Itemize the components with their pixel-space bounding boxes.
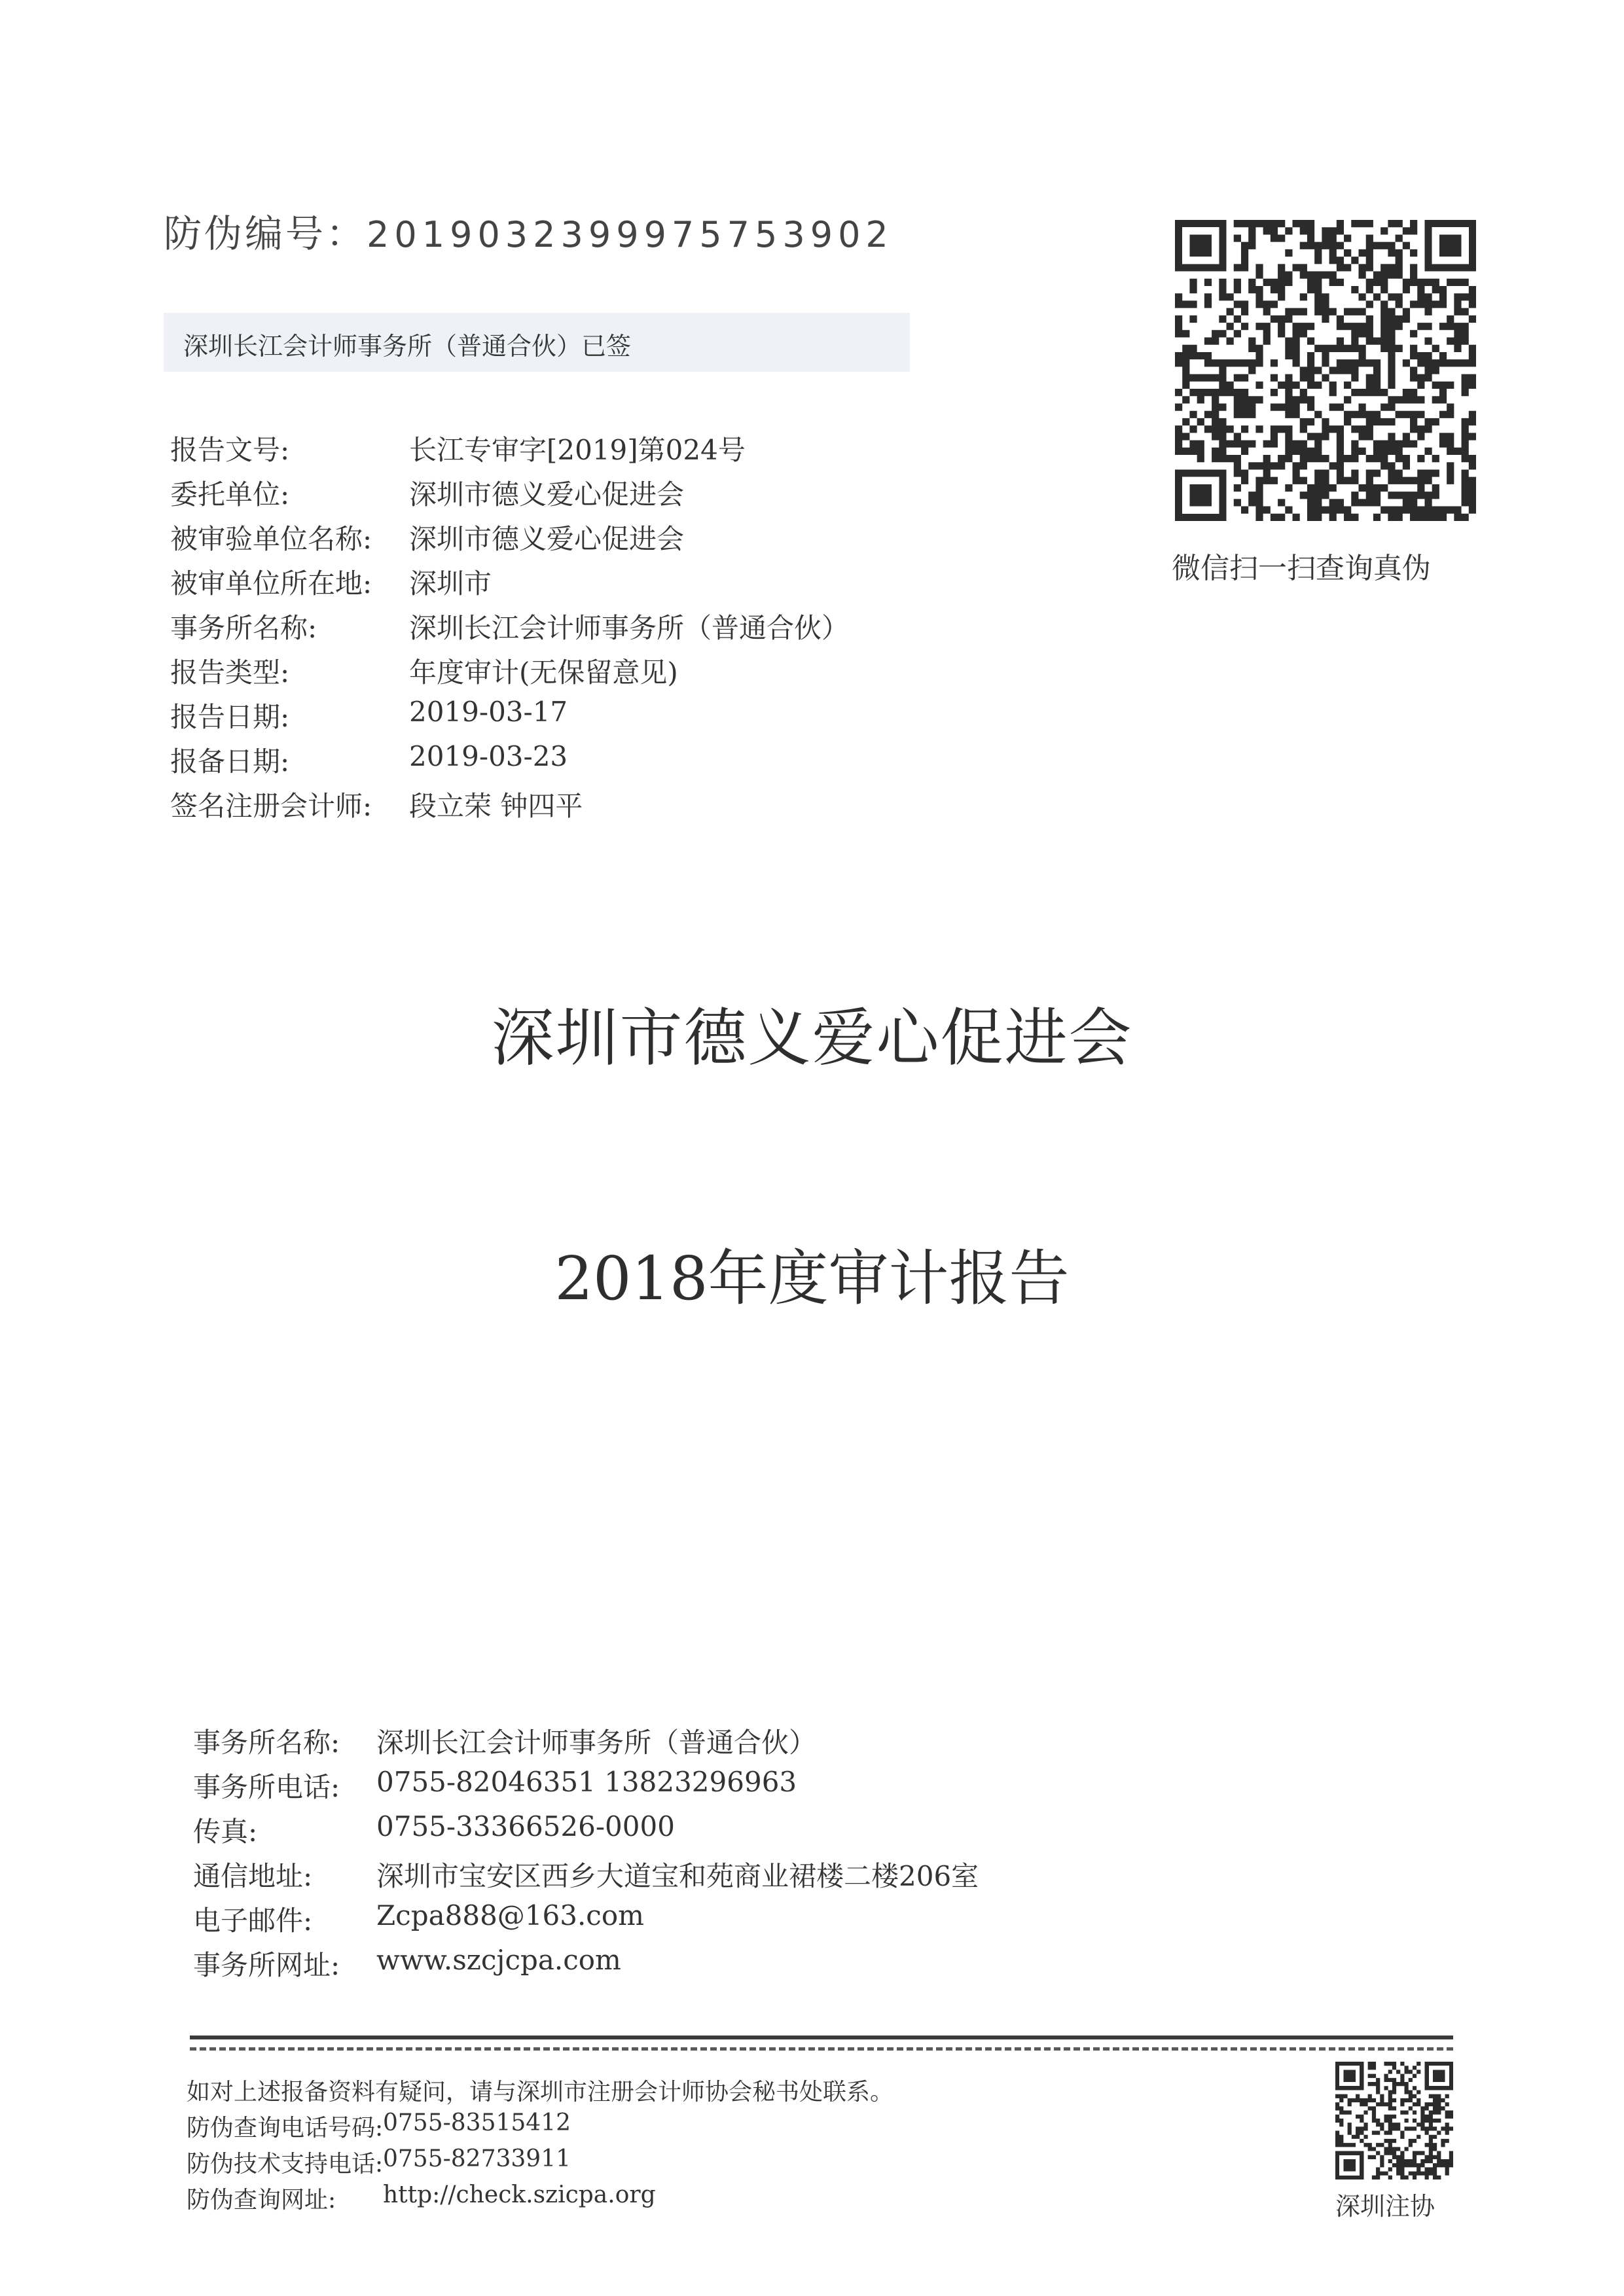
info-value: 年度审计(无保留意见) [409, 656, 678, 689]
info-value: 2019-03-17 [409, 696, 568, 728]
report-info-list [170, 429, 956, 829]
firm-row [193, 1766, 1240, 1810]
signed-text: 深圳长江会计师事务所（普通合伙）已签 [183, 332, 632, 361]
firm-row [193, 1944, 1240, 1988]
footer-value: 0755-83515412 [383, 2109, 571, 2136]
firm-label: 事务所电话: [193, 1771, 340, 1803]
footer-notice: 如对上述报备资料有疑问，请与深圳市注册会计师协会秘书处联系。 [187, 2079, 894, 2106]
footer-row [187, 2181, 1299, 2217]
qr-code-icon[interactable] [1175, 220, 1476, 521]
anti-counterfeit-serial [164, 203, 893, 258]
footer-label: 防伪查询电话号码: [187, 2115, 384, 2142]
info-label: 委托单位: [170, 478, 290, 511]
firm-row [193, 1899, 1240, 1944]
info-value: 2019-03-23 [409, 740, 568, 772]
info-row [170, 696, 956, 740]
info-row [170, 607, 956, 651]
info-row [170, 473, 956, 518]
divider [190, 2036, 1453, 2039]
footer-value: 0755-82733911 [383, 2145, 571, 2172]
serial-number: 2019032399975753902 [367, 214, 893, 255]
info-label: 签名注册会计师: [170, 790, 372, 822]
firm-label: 传真: [193, 1816, 258, 1848]
info-label: 报告类型: [170, 656, 290, 689]
firm-row [193, 1855, 1240, 1899]
footer-label: 防伪技术支持电话: [187, 2151, 384, 2178]
footer-info [187, 2073, 1299, 2217]
info-row [170, 740, 956, 785]
firm-value: 深圳市宝安区西乡大道宝和苑商业裙楼二楼206室 [376, 1860, 979, 1892]
info-label: 报告文号: [170, 434, 290, 466]
firm-value: 0755-82046351 13823296963 [376, 1766, 797, 1798]
footer-row [187, 2109, 1299, 2145]
info-row [170, 562, 956, 607]
info-row [170, 518, 956, 562]
firm-email[interactable]: Zcpa888@163.com [376, 1899, 644, 1931]
info-label: 被审验单位名称: [170, 523, 372, 555]
firm-value: 深圳长江会计师事务所（普通合伙） [376, 1727, 817, 1759]
report-title: 2018年度审计报告 [554, 1244, 1070, 1314]
firm-value: 0755-33366526-0000 [376, 1810, 675, 1842]
qr-caption: 微信扫一扫查询真伪 [1172, 552, 1431, 585]
info-value: 深圳市德义爱心促进会 [409, 523, 685, 555]
firm-row [193, 1721, 1240, 1766]
qr-code-icon[interactable] [1335, 2062, 1453, 2179]
info-row [170, 651, 956, 696]
info-row [170, 429, 956, 473]
dashed-divider [190, 2047, 1453, 2051]
footer-link[interactable]: http://check.szicpa.org [383, 2181, 656, 2208]
footer-row [187, 2145, 1299, 2181]
serial-label: 防伪编号： [164, 211, 367, 256]
info-row [170, 785, 956, 829]
info-value: 段立荣 钟四平 [409, 790, 583, 822]
firm-website-link[interactable]: www.szcjcpa.com [376, 1944, 621, 1976]
firm-label: 事务所网址: [193, 1949, 340, 1981]
firm-info-list [193, 1721, 1240, 1988]
info-value: 深圳市德义爱心促进会 [409, 478, 685, 511]
info-label: 报告日期: [170, 701, 290, 733]
organization-title: 深圳市德义爱心促进会 [491, 1001, 1133, 1075]
signed-banner [164, 313, 910, 372]
qr-caption-small: 深圳注协 [1335, 2192, 1435, 2221]
firm-label: 通信地址: [193, 1860, 313, 1892]
info-value: 深圳市 [409, 567, 492, 600]
firm-label: 事务所名称: [193, 1727, 340, 1759]
info-value: 长江专审字[2019]第024号 [409, 434, 746, 466]
info-label: 事务所名称: [170, 612, 317, 644]
firm-label: 电子邮件: [193, 1905, 313, 1937]
info-label: 被审单位所在地: [170, 567, 372, 600]
footer-label: 防伪查询网址: [187, 2187, 336, 2214]
info-label: 报备日期: [170, 745, 290, 778]
firm-row [193, 1810, 1240, 1855]
info-value: 深圳长江会计师事务所（普通合伙） [409, 612, 850, 644]
